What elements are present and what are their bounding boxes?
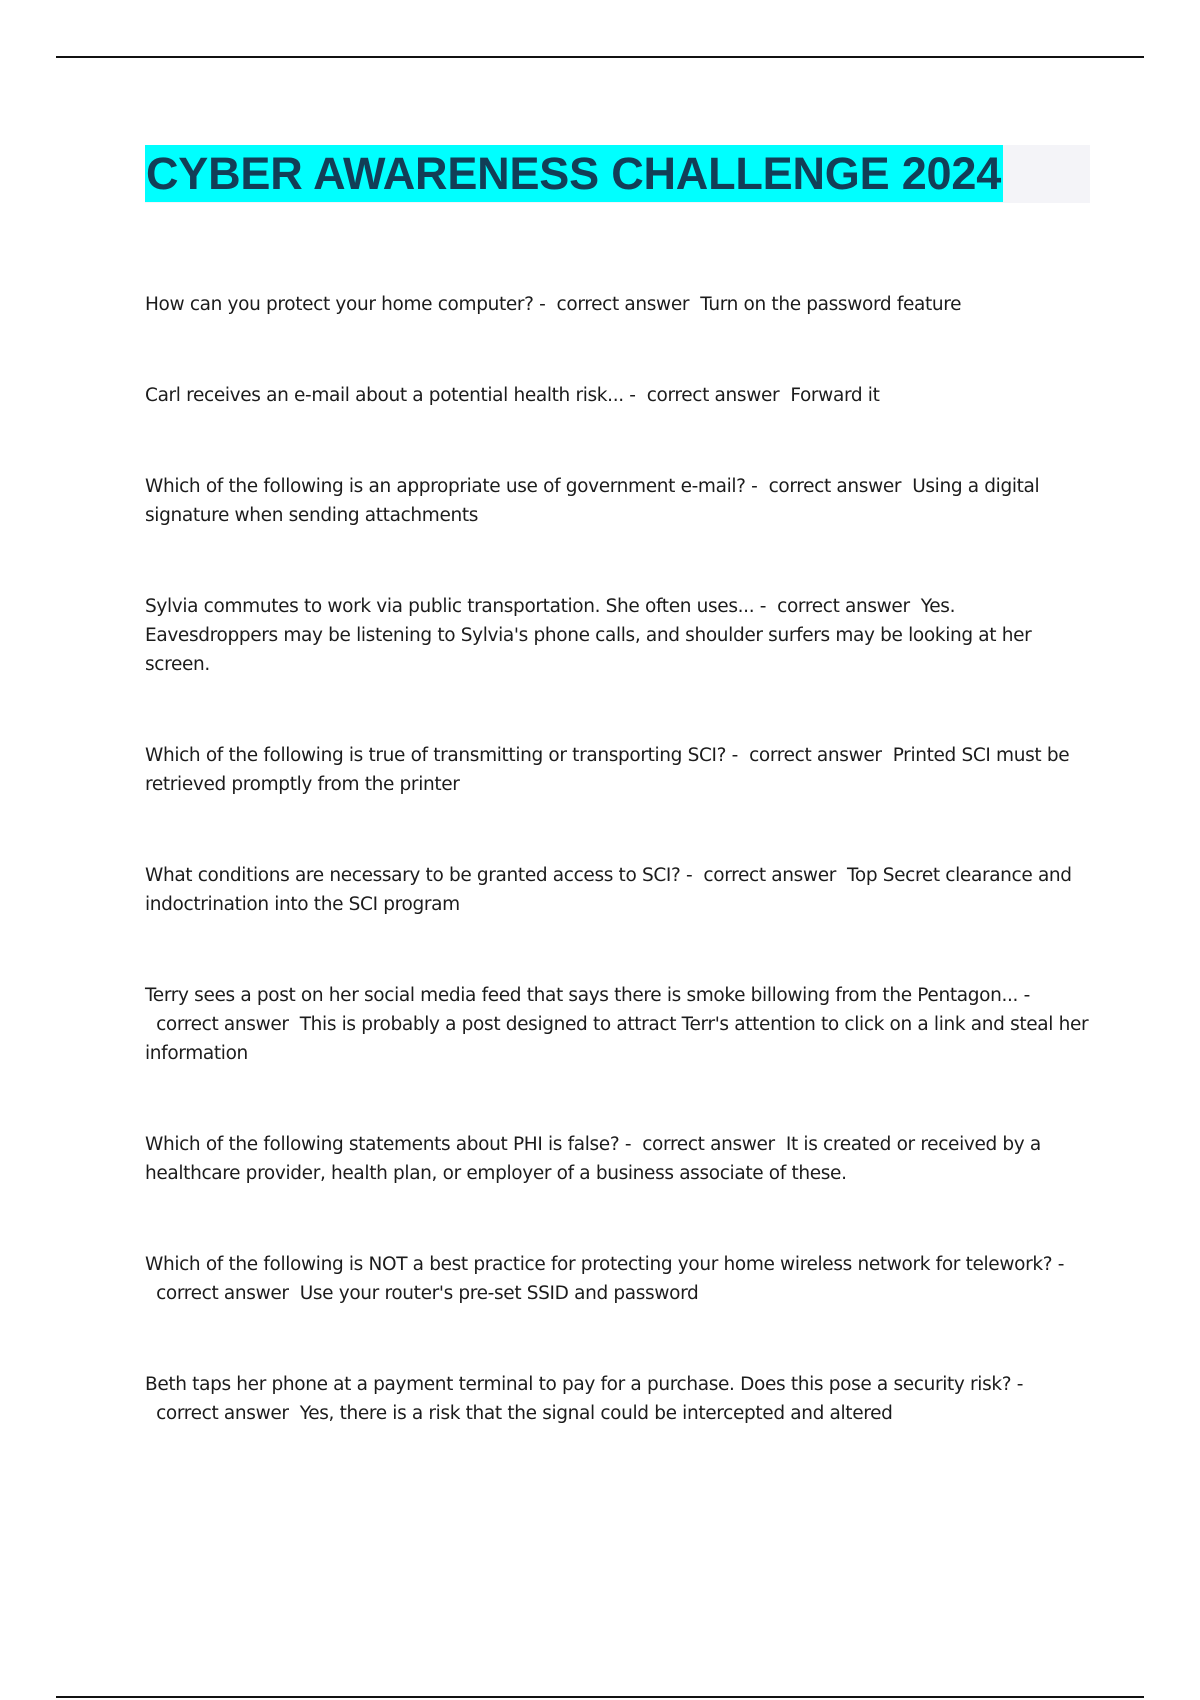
qa-item — [145, 741, 1090, 799]
qa-item — [145, 981, 1090, 1068]
answer-text: Yes. Eavesdroppers may be listening to Sylvia's phone calls, and shoulder surfers may be looking at her screen. — [145, 596, 1032, 675]
answer-text: Top Secret clearance and indoctrination into the SCI program — [145, 865, 1072, 915]
question-text: Sylvia commutes to work via public transportation. She often uses... - — [145, 596, 767, 617]
answer-label: correct answer — [642, 1134, 775, 1155]
question-text: Which of the following is NOT a best practice for protecting your home wireless network for telework? - — [145, 1254, 1065, 1275]
qa-item — [145, 472, 1090, 530]
qa-list — [145, 290, 1090, 1490]
answer-label: correct answer — [768, 476, 902, 497]
question-text: Which of the following is true of transmitting or transporting SCI? - — [145, 745, 738, 766]
qa-item — [145, 861, 1090, 919]
answer-label: correct answer — [703, 865, 836, 886]
answer-label: correct answer — [156, 1403, 289, 1424]
question-text: What conditions are necessary to be granted access to SCI? - — [145, 865, 693, 886]
answer-text: Printed SCI must be retrieved promptly from the printer — [145, 745, 1070, 795]
answer-label: correct answer — [646, 385, 780, 406]
answer-label: correct answer — [556, 294, 690, 315]
question-text: Terry sees a post on her social media feed that says there is smoke billowing from the Pentagon... - — [145, 985, 1030, 1006]
question-text: Which of the following statements about PHI is false? - — [145, 1134, 632, 1155]
answer-text: It is created or received by a healthcare provider, health plan, or employer of a business associate of these. — [145, 1134, 1041, 1184]
answer-text: Using a digital signature when sending attachments — [145, 476, 1040, 526]
answer-label: correct answer — [156, 1014, 289, 1035]
qa-item — [145, 381, 1090, 410]
question-text: How can you protect your home computer? - — [145, 294, 546, 315]
answer-text: Use your router's pre-set SSID and password — [299, 1283, 699, 1304]
answer-text: Forward it — [790, 385, 880, 406]
qa-item — [145, 1130, 1090, 1188]
answer-text: This is probably a post designed to attract Terr's attention to click on a link and steal her information — [145, 1014, 1089, 1064]
answer-label: correct answer — [777, 596, 910, 617]
question-text: Carl receives an e-mail about a potential health risk... - — [145, 385, 636, 406]
qa-item — [145, 592, 1090, 679]
title-block — [145, 145, 1090, 203]
answer-label: correct answer — [156, 1283, 289, 1304]
answer-text: Turn on the password feature — [700, 294, 962, 315]
answer-label: correct answer — [749, 745, 882, 766]
top-rule — [56, 56, 1144, 58]
qa-item — [145, 1370, 1090, 1428]
qa-item — [145, 290, 1090, 319]
bottom-rule — [56, 1696, 1144, 1698]
document-title: CYBER AWARENESS CHALLENGE 2024 — [145, 145, 1003, 202]
answer-text: Yes, there is a risk that the signal could be intercepted and altered — [299, 1403, 893, 1424]
qa-item — [145, 1250, 1090, 1308]
question-text: Which of the following is an appropriate use of government e-mail? - — [145, 476, 758, 497]
question-text: Beth taps her phone at a payment terminal to pay for a purchase. Does this pose a security risk? - — [145, 1374, 1024, 1395]
